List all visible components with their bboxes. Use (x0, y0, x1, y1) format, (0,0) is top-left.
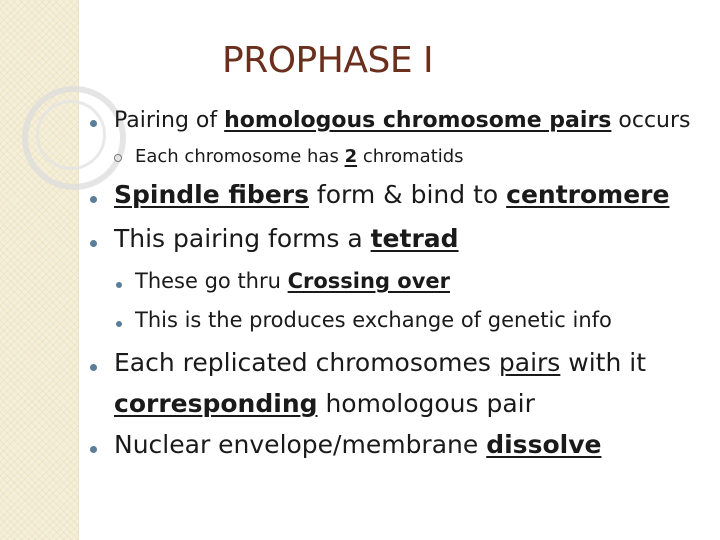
bullet-2-emphasis-1: Spindle fibers (114, 180, 309, 209)
sub-bullet-1-text (135, 146, 464, 167)
bullet-4-post: with it (560, 348, 647, 377)
bullet-3-emphasis: tetrad (370, 224, 459, 253)
bullet-4-line-2 (114, 389, 535, 418)
bullet-1-post: occurs (611, 108, 691, 133)
bullet-dot-icon (90, 364, 97, 371)
bullet-3-pre: This pairing forms a (114, 224, 371, 253)
bullet-5-emphasis: dissolve (486, 430, 602, 459)
bullet-dot-icon (90, 120, 97, 127)
bullet-5-text (114, 430, 601, 459)
ring-bullet-icon (114, 154, 122, 162)
bullet-5-pre: Nuclear envelope/membrane (114, 430, 487, 459)
bullet-2-emphasis-2: centromere (506, 180, 670, 209)
bullet-1-text (114, 108, 691, 133)
sub-bullet-2-pre: These go thru (135, 269, 288, 293)
bullet-4-pre: Each replicated chromosomes (114, 348, 499, 377)
bullet-1-pre: Pairing of (114, 108, 225, 133)
slide-title: PROPHASE I (222, 40, 434, 81)
sub-bullet-1-post: chromatids (357, 146, 464, 167)
sub-bullet-2-text (135, 269, 450, 293)
bullet-4-emphasis-2: corresponding (114, 389, 318, 418)
decorative-ring-inner-icon (36, 100, 106, 170)
bullet-dot-icon (116, 282, 122, 288)
bullet-dot-icon (90, 240, 97, 247)
bullet-4-post-2: homologous pair (317, 389, 535, 418)
bullet-2-text (114, 180, 669, 209)
bullet-dot-icon (116, 321, 122, 327)
decorative-side-band (0, 0, 79, 540)
bullet-dot-icon (90, 446, 97, 453)
sub-bullet-1-pre: Each chromosome has (135, 146, 345, 167)
sub-bullet-3-text: This is the produces exchange of genetic info (135, 308, 612, 332)
bullet-2-mid: form & bind to (308, 180, 507, 209)
bullet-4-emphasis: pairs (498, 348, 561, 377)
bullet-dot-icon (90, 196, 97, 203)
sub-bullet-2-emphasis: Crossing over (287, 269, 451, 293)
sub-bullet-1-emphasis: 2 (344, 146, 358, 167)
bullet-1-emphasis: homologous chromosome pairs (224, 108, 612, 133)
bullet-3-text (114, 224, 459, 253)
bullet-4-line-1 (114, 348, 646, 377)
